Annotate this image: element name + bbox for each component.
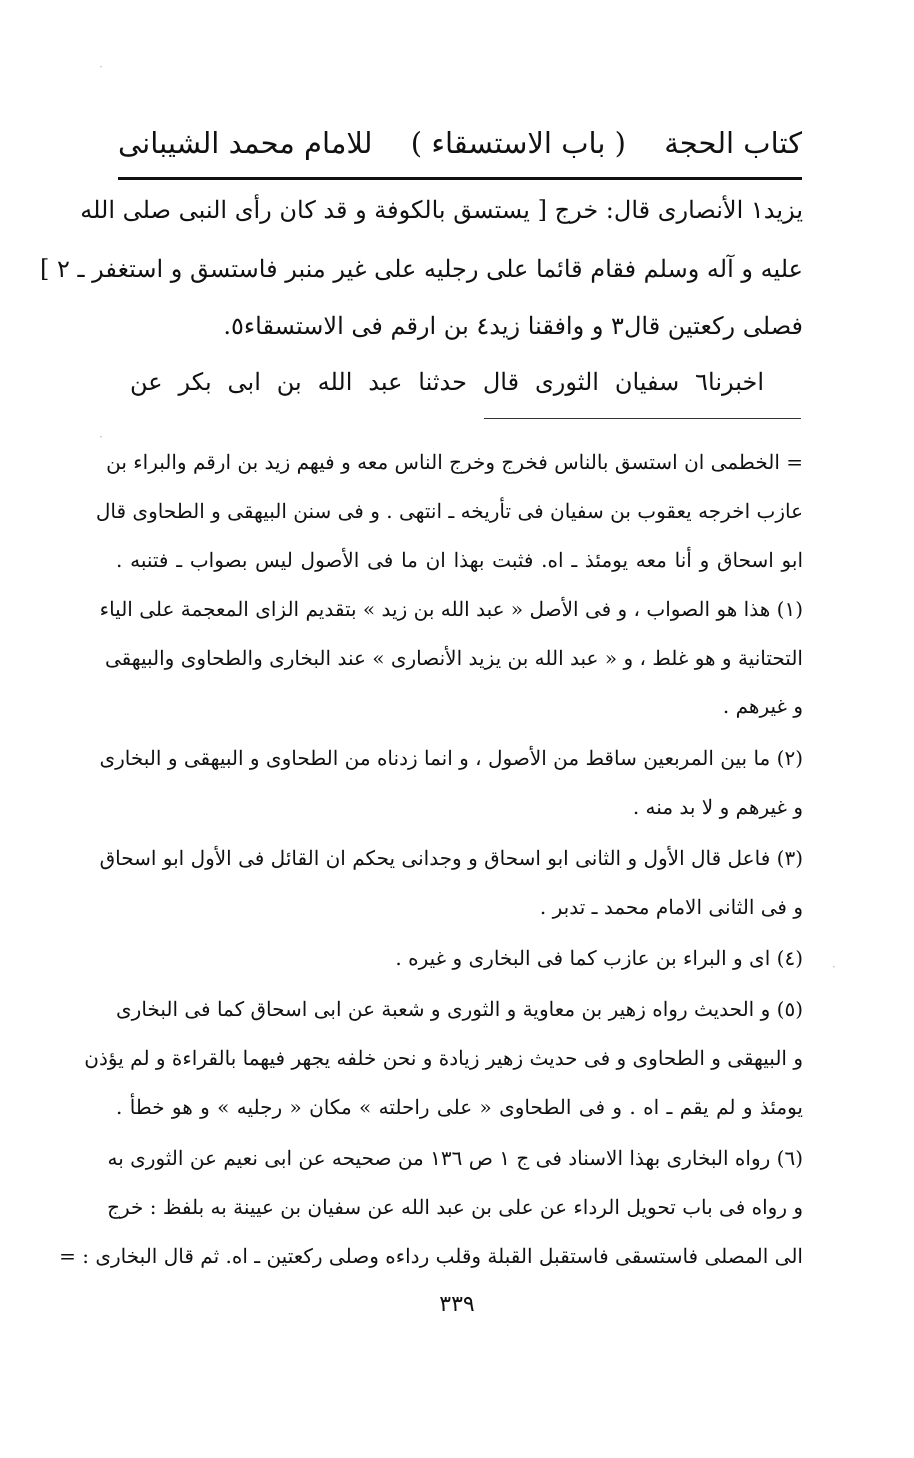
- footnote-line: (٣) فاعل قال الأول و الثانى ابو اسحاق و وجدانى يحكم ان القائل فى الأول ابو اسحاق: [99, 846, 803, 870]
- footnote-line: الى المصلى فاستسقى فاستقبل القبلة وقلب رداءه وصلى ركعتين ـ اه. ثم قال البخارى : =: [59, 1244, 803, 1268]
- footnote-line: (٤) اى و البراء بن عازب كما فى البخارى و غيره .: [395, 946, 803, 970]
- footnote-line: و غيرهم و لا بد منه .: [632, 795, 803, 819]
- running-header: [118, 118, 802, 168]
- main-text-line: فصلى ركعتين قال٣ و وافقنا زيد٤ بن ارقم فى الاستسقاء٥.: [223, 312, 803, 340]
- footnote-line: يومئذ و لم يقم ـ اه . و فى الطحاوى « على راحلته » مكان « رجليه » و هو خطأ .: [116, 1095, 803, 1119]
- footnote-line: و رواه فى باب تحويل الرداء عن على بن عبد الله عن سفيان بن عيينة به بلفظ : خرج: [107, 1195, 803, 1219]
- footnote-line: و غيرهم .: [722, 694, 803, 718]
- scan-speck: ·: [99, 430, 103, 444]
- footnote-line: و فى الثانى الامام محمد ـ تدبر .: [539, 895, 803, 919]
- header-rule: [118, 177, 802, 180]
- footnote-line: (٢) ما بين المربعين ساقط من الأصول ، و انما زدناه من الطحاوى و البيهقى و البخارى: [99, 746, 803, 770]
- chapter-title: ( باب الاستسقاء ): [410, 126, 626, 160]
- page-number: ٣٣٩: [439, 1292, 475, 1317]
- footnote-separator: [484, 418, 801, 419]
- book-title: كتاب الحجة: [664, 126, 802, 160]
- footnote-line: عازب اخرجه يعقوب بن سفيان فى تأريخه ـ انتهى . و فى سنن البيهقى و الطحاوى قال: [95, 499, 803, 523]
- main-text-line: يزيد١ الأنصارى قال: خرج [ يستسق بالكوفة و قد كان رأى النبى صلى الله: [80, 196, 803, 224]
- footnote-line: و البيهقى و الطحاوى و فى حديث زهير زيادة و نحن خلفه يجهر فيهما بالقراءة و لم يؤذن: [84, 1046, 803, 1070]
- main-text-line: اخبرنا٦ سفيان الثورى قال حدثنا عبد الله بن ابى بكر عن: [130, 368, 764, 396]
- footnote-line: (٦) رواه البخارى بهذا الاسناد فى ج ١ ص ١٣٦ من صحيحه عن ابى نعيم عن الثورى به: [107, 1146, 803, 1170]
- main-text-line: عليه و آله وسلم فقام قائما على رجليه على غير منبر فاستسق و استغفر ـ ٢ ]: [40, 255, 803, 283]
- scan-speck: ·: [832, 960, 836, 974]
- footnote-line: = الخطمى ان استسق بالناس فخرج وخرج الناس معه و فيهم زيد بن ارقم والبراء بن: [106, 450, 803, 474]
- footnote-line: (١) هذا هو الصواب ، و فى الأصل « عبد الله بن زيد » بتقديم الزاى المعجمة على الياء: [99, 597, 803, 621]
- footnote-line: (٥) و الحديث رواه زهير بن معاوية و الثورى و شعبة عن ابى اسحاق كما فى البخارى: [116, 997, 803, 1021]
- author-name: للامام محمد الشيبانى: [118, 126, 373, 160]
- footnote-line: ابو اسحاق و أنا معه يومئذ ـ اه. فثبت بهذا ان ما فى الأصول ليس بصواب ـ فتنبه .: [116, 548, 803, 572]
- footnote-line: التحتانية و هو غلط ، و « عبد الله بن يزيد الأنصارى » عند البخارى والطحاوى والبيهقى: [104, 646, 803, 670]
- scan-speck: ·: [99, 60, 103, 74]
